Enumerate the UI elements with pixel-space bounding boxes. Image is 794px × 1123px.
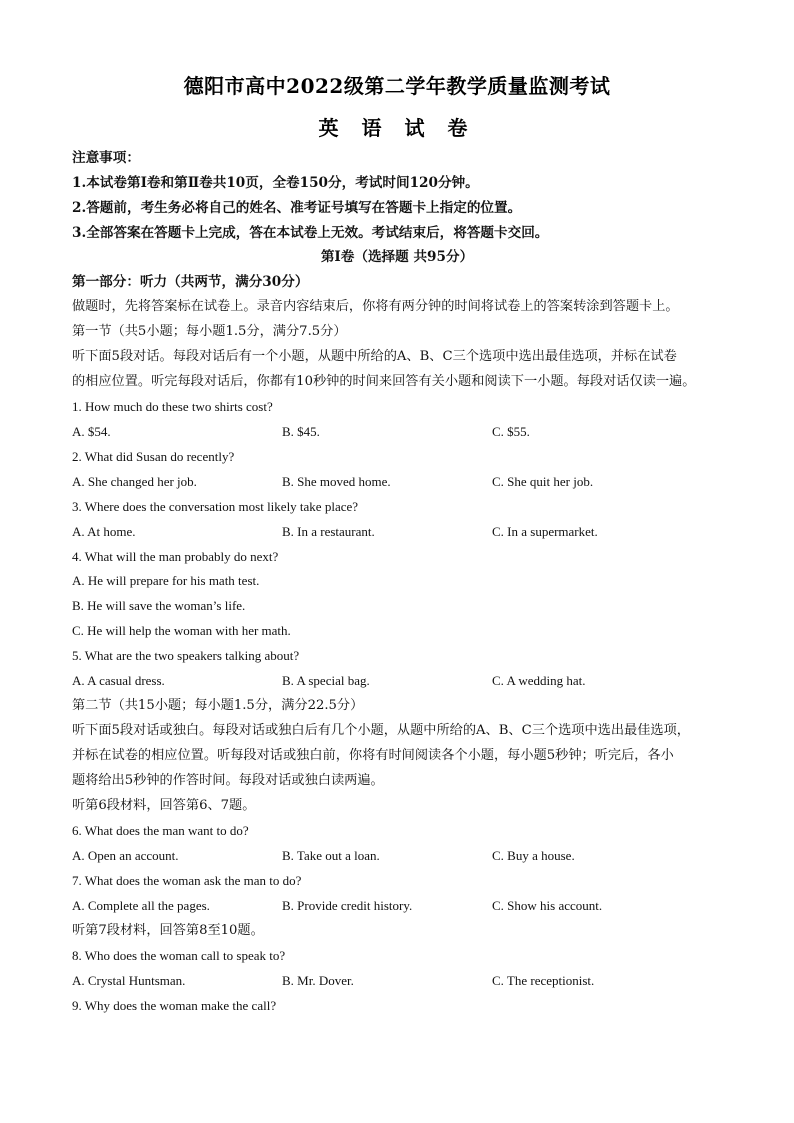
exam-title: 德阳市高中2022级第二学年教学质量监测考试 <box>183 74 611 98</box>
option-b: B. $45. <box>282 424 320 439</box>
exam-subtitle: 英 语 试 卷 <box>318 116 476 140</box>
option-c: C. $55. <box>492 424 530 439</box>
question-2: 2. What did Susan do recently? <box>72 449 235 464</box>
option-a: A. $54. <box>72 424 111 439</box>
option-b: B. Take out a loan. <box>282 848 380 863</box>
option-a: A. Crystal Huntsman. <box>72 973 186 988</box>
volume-1-heading: 第Ⅰ卷（选择题 共95分） <box>320 249 474 265</box>
option-b: B. In a restaurant. <box>282 524 375 539</box>
question-6: 6. What does the man want to do? <box>72 823 249 838</box>
option-b: B. Provide credit history. <box>282 898 413 913</box>
section1-instruction-2: 的相应位置。听完每段对话后，你都有10秒钟的时间来回答有关小题和阅读下一小题。每段对话仅读一遍。 <box>72 374 696 389</box>
option-c: C. Show his account. <box>492 898 603 913</box>
option-a: A. Open an account. <box>72 848 179 863</box>
question-1: 1. How much do these two shirts cost? <box>72 399 273 414</box>
question-9: 9. Why does the woman make the call? <box>72 998 277 1013</box>
notice-item-3: 3.全部答案在答题卡上完成，答在本试卷上无效。考试结束后，将答题卡交回。 <box>72 225 549 241</box>
question-3: 3. Where does the conversation most likely take place? <box>72 499 359 514</box>
question-8: 8. Who does the woman call to speak to? <box>72 948 286 963</box>
material-7-heading: 听第7段材料，回答第8至10题。 <box>72 923 264 938</box>
option-c: C. In a supermarket. <box>492 524 598 539</box>
section1-instruction-1: 听下面5段对话。每段对话后有一个小题，从题中所给的A、B、C三个选项中选出最佳选项，并标在试卷 <box>72 349 677 364</box>
notice-heading: 注意事项： <box>72 150 140 166</box>
part1-heading: 第一部分：听力（共两节，满分30分） <box>72 274 309 290</box>
option-c: C. The receptionist. <box>492 973 595 988</box>
question-7: 7. What does the woman ask the man to do? <box>72 873 302 888</box>
material-6-heading: 听第6段材料，回答第6、7题。 <box>72 798 256 813</box>
question-4-option-a: A. He will prepare for his math test. <box>72 573 260 588</box>
notice-item-2: 2.答题前，考生务必将自己的姓名、准考证号填写在答题卡上指定的位置。 <box>72 200 522 216</box>
option-c: C. A wedding hat. <box>492 673 586 688</box>
question-4-option-b: B. He will save the woman’s life. <box>72 598 246 613</box>
option-a: A. She changed her job. <box>72 474 197 489</box>
section2-heading: 第二节（共15小题；每小题1.5分，满分22.5分） <box>72 698 364 713</box>
option-a: A. A casual dress. <box>72 673 165 688</box>
section2-instruction-1: 听下面5段对话或独白。每段对话或独白后有几个小题，从题中所给的A、B、C三个选项中选出最佳选项， <box>72 723 690 738</box>
notice-item-1: 1.本试卷第Ⅰ卷和第Ⅱ卷共10页，全卷150分，考试时间120分钟。 <box>72 175 479 191</box>
section1-heading: 第一节（共5小题；每小题1.5分，满分7.5分） <box>72 324 347 339</box>
option-c: C. Buy a house. <box>492 848 575 863</box>
option-a: A. At home. <box>72 524 136 539</box>
question-4: 4. What will the man probably do next? <box>72 549 279 564</box>
option-b: B. She moved home. <box>282 474 391 489</box>
question-5: 5. What are the two speakers talking about? <box>72 648 300 663</box>
option-b: B. A special bag. <box>282 673 370 688</box>
option-c: C. She quit her job. <box>492 474 594 489</box>
option-b: B. Mr. Dover. <box>282 973 354 988</box>
section2-instruction-2: 并标在试卷的相应位置。听每段对话或独白前，你将有时间阅读各个小题，每小题5秒钟；听完后，各小 <box>72 748 674 763</box>
section2-instruction-3: 题将给出5秒钟的作答时间。每段对话或独白读两遍。 <box>72 773 384 788</box>
part1-intro: 做题时，先将答案标在试卷上。录音内容结束后，你将有两分钟的时间将试卷上的答案转涂到答题卡上。 <box>72 299 679 314</box>
option-a: A. Complete all the pages. <box>72 898 210 913</box>
question-4-option-c: C. He will help the woman with her math. <box>72 623 291 638</box>
